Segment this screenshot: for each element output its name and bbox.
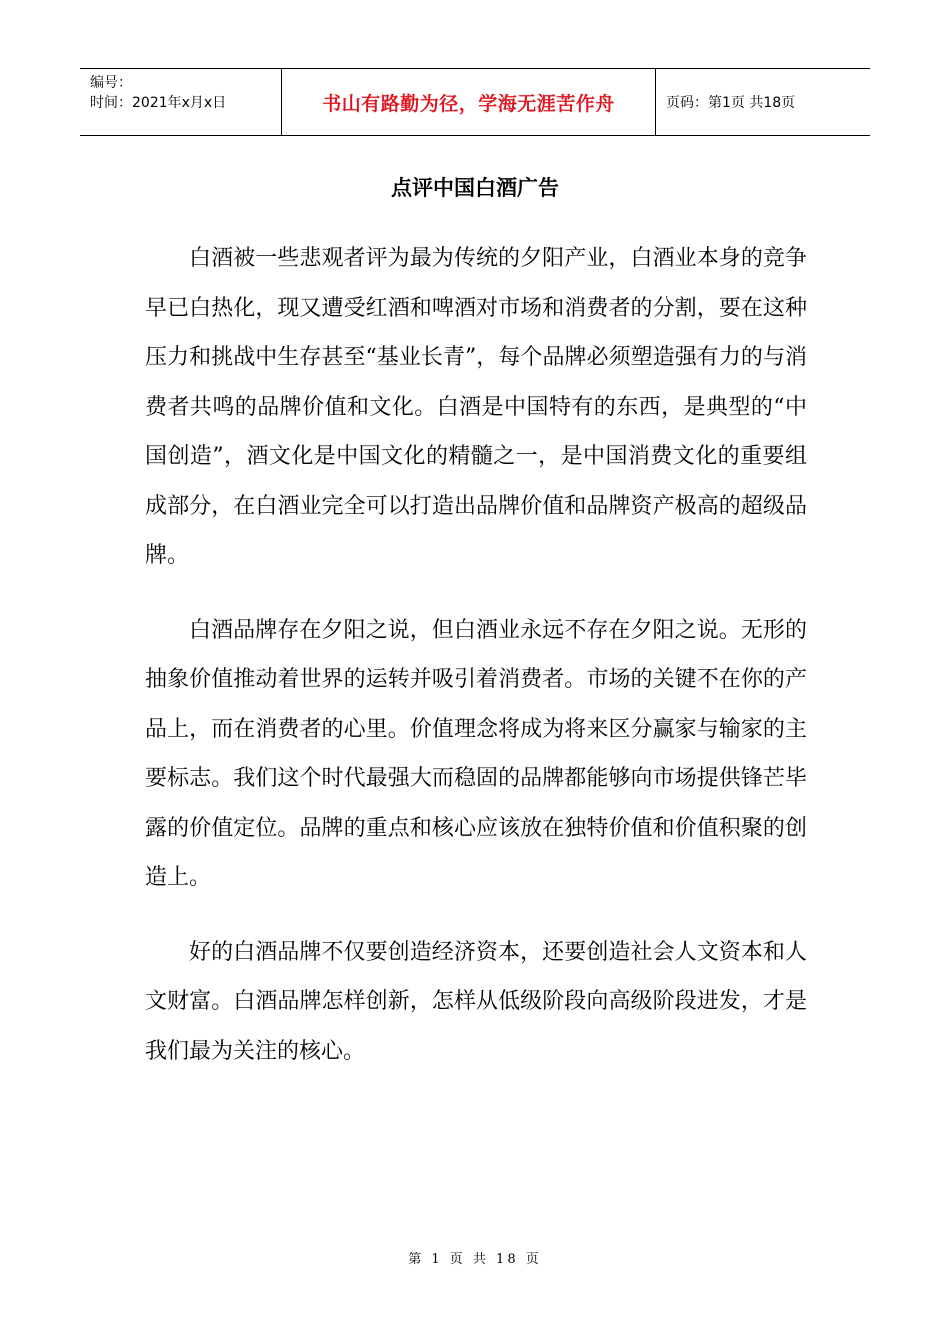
document-header (80, 68, 870, 136)
document-body (145, 234, 807, 1101)
serial-number-label: 编号： (90, 75, 132, 91)
header-motto-cell (282, 69, 656, 135)
page-footer: 第 1 页 共 18 页 (408, 1252, 542, 1267)
header-page-info: 页码：第1页 共18页 (666, 95, 796, 111)
paragraph: 白酒被一些悲观者评为最为传统的夕阳产业，白酒业本身的竞争早已白热化，现又遭受红酒和啤酒对市场和消费者的分割，要在这种压力和挑战中生存甚至“基业长青”，每个品牌必须塑造强有力的与消费者共鸣的品牌价值和文化。白酒是中国特有的东西，是典型的“中国创造”，酒文化是中国文化的精髓之一，是中国消费文化的重要组成部分，在白酒业完全可以打造出品牌价值和品牌资产极高的超级品牌。 (145, 246, 807, 568)
header-meta-cell (80, 69, 282, 135)
motto-text: 书山有路勤为径，学海无涯苦作舟 (322, 92, 615, 115)
paragraph: 白酒品牌存在夕阳之说，但白酒业永远不存在夕阳之说。无形的抽象价值推动着世界的运转并吸引着消费者。市场的关键不在你的产品上，而在消费者的心里。价值理念将成为将来区分赢家与输家的主要标志。我们这个时代最强大而稳固的品牌都能够向市场提供锋芒毕露的价值定位。品牌的重点和核心应该放在独特价值和价值积聚的创造上。 (145, 617, 807, 890)
date-label: 时间：2021年x月x日 (90, 95, 227, 111)
document-title: 点评中国白酒广告 (391, 175, 559, 200)
paragraph: 好的白酒品牌不仅要创造经济资本，还要创造社会人文资本和人文财富。白酒品牌怎样创新，怎样从低级阶段向高级阶段进发，才是我们最为关注的核心。 (145, 939, 807, 1064)
header-page-cell (656, 69, 870, 135)
